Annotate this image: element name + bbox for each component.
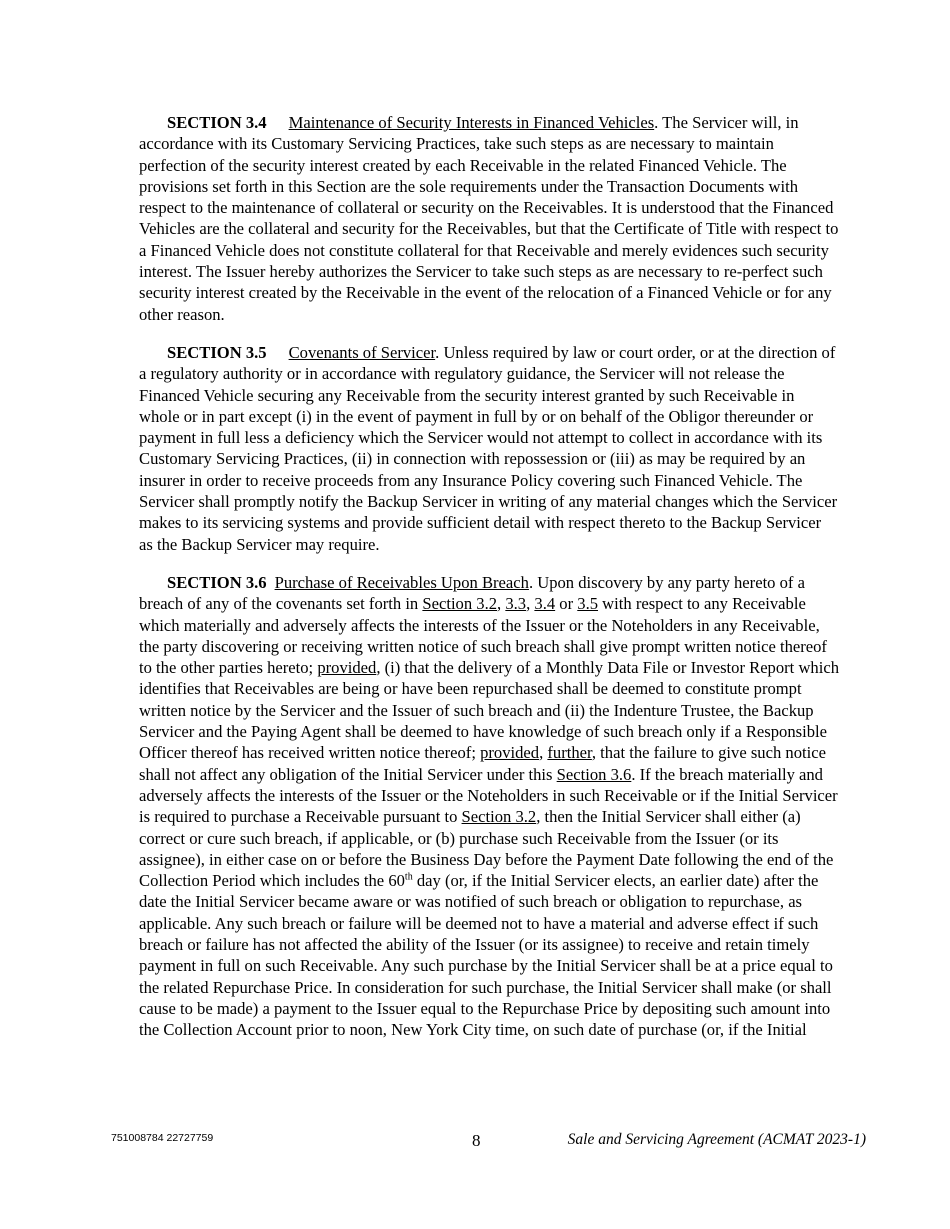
section-3-6-text-6: , then the Initial Servicer shall either (a) correct or cure such breach, if applicable, or (b) purchase such Receivable from the Issuer (or its assignee), in either case on or before the Business Day before the Payment Date following the end of the Collection Period which includes the 60 xyxy=(139,807,834,891)
ref-section-3-5: 3.5 xyxy=(577,594,599,614)
section-3-4-text: . The Servicer will, in accordance with its Customary Servicing Practices, take such steps as are necessary to maintain perfection of the security interest created by each Receivable in the related Financed Vehicle. The provisions set forth in this Section are the sole requirements under the Transaction Documents with respect to the maintenance of collateral or security on the Receivables. It is understood that the Financed Vehicles are the collateral and security for the Receivables, but that the Certificate of Title with respect to a Financed Vehicle does not constitute collateral for that Receivable and merely evidences such security interest. The Issuer hereby authorizes the Servicer to take such steps as are necessary to re-perfect such security interest created by the Receivable in the event of the relocation of a Financed Vehicle or for any other reason. xyxy=(139,113,839,324)
further-term: further xyxy=(547,743,592,763)
section-3-4-number: SECTION 3.4 xyxy=(167,113,267,132)
section-3-5-text: . Unless required by law or court order, or at the direction of a regulatory authority or in accordance with regulatory guidance, the Servicer will not release the Financed Vehicle securing any Receivable from the security interest granted by such Receivable in whole or in part except (i) in the event of payment in full by or on behalf of the Obligor thereunder or payment in full less a deficiency which the Servicer would not attempt to collect in accordance with its Customary Servicing Practices, (ii) in connection with repossession or (iii) as may be required by an insurer in order to receive proceeds from any Insurance Policy covering such Financed Vehicle. The Servicer shall promptly notify the Backup Servicer in writing of any material changes which the Servicer makes to its servicing systems and provide sufficient detail with respect thereto to the Backup Servicer as the Backup Servicer may require. xyxy=(139,342,838,554)
section-3-5-title: Covenants of Servicer xyxy=(288,342,436,362)
section-3-5-paragraph xyxy=(139,342,839,555)
section-3-6-text-1: . Upon discovery by any party hereto of a breach of any of the covenants set forth in xyxy=(139,572,805,614)
document-body xyxy=(139,112,839,1057)
section-3-6-number: SECTION 3.6 xyxy=(167,572,267,592)
footer-page-number: 8 xyxy=(472,1131,481,1150)
separator-comma-1: , xyxy=(497,594,506,614)
ref-section-3-3: 3.3 xyxy=(505,594,527,614)
ref-section-3-2-second: Section 3.2 xyxy=(461,807,537,827)
ordinal-superscript: th xyxy=(404,871,413,883)
separator-comma-3: , xyxy=(539,743,548,763)
provided-term-2: provided xyxy=(480,743,540,763)
separator-or: or xyxy=(555,594,578,614)
section-3-4-paragraph xyxy=(139,112,839,325)
ref-section-3-4: 3.4 xyxy=(534,594,556,614)
section-3-6-paragraph xyxy=(139,572,839,1041)
section-3-6-text-7: day (or, if the Initial Servicer elects, an earlier date) after the date the Initial Servicer became aware or was notified of such breach or obligation to repurchase, as applicable. Any such breach or failure will be deemed not to have a material and adverse effect if such breach or failure has not affected the ability of the Issuer (or its assignee) to receive and retain timely payment in full on such Receivable. Any such purchase by the Initial Servicer shall be at a price equal to the related Repurchase Price. In consideration for such purchase, the Initial Servicer shall make (or shall cause to be made) a payment to the Issuer equal to the Repurchase Price by depositing such amount into the Collection Account prior to noon, New York City time, on such date of purchase (or, if the Initial xyxy=(139,871,833,1040)
section-3-5-number: SECTION 3.5 xyxy=(167,342,267,362)
separator-comma-2: , xyxy=(526,594,535,614)
section-3-6-text-4: , that the failure to give such notice shall not affect any obligation of the Initial Servicer under this xyxy=(139,743,826,784)
footer-document-title: Sale and Servicing Agreement (ACMAT 2023-1) xyxy=(567,1131,866,1148)
section-3-4-title: Maintenance of Security Interests in Financed Vehicles xyxy=(288,113,655,132)
section-3-6-title: Purchase of Receivables Upon Breach xyxy=(274,572,529,592)
section-3-6-text-5: . If the breach materially and adversely affects the interests of the Issuer or the Noteholders in such Receivable or if the Initial Servicer is required to purchase a Receivable pursuant to xyxy=(139,764,838,827)
footer-document-id: 751008784 22727759 xyxy=(111,1132,214,1144)
ref-section-3-2: Section 3.2 xyxy=(422,594,498,614)
section-3-6-text-3: , (i) that the delivery of a Monthly Data File or Investor Report which identifies that Receivables are being or have been repurchased shall be deemed to constitute prompt written notice by the Servicer and the Issuer of such breach and (ii) the Indenture Trustee, the Backup Servicer and the Paying Agent shall be deemed to have knowledge of such breach only if a Responsible Officer thereof has received written notice thereof; xyxy=(139,658,839,763)
section-3-6-text-2: with respect to any Receivable which materially and adversely affects the interests of the Issuer or the Noteholders in any Receivable, the party discovering or receiving written notice of such breach shall give prompt written notice thereof to the other parties hereto; xyxy=(139,594,827,678)
provided-term-1: provided xyxy=(317,658,377,678)
ref-section-3-6: Section 3.6 xyxy=(556,764,632,784)
